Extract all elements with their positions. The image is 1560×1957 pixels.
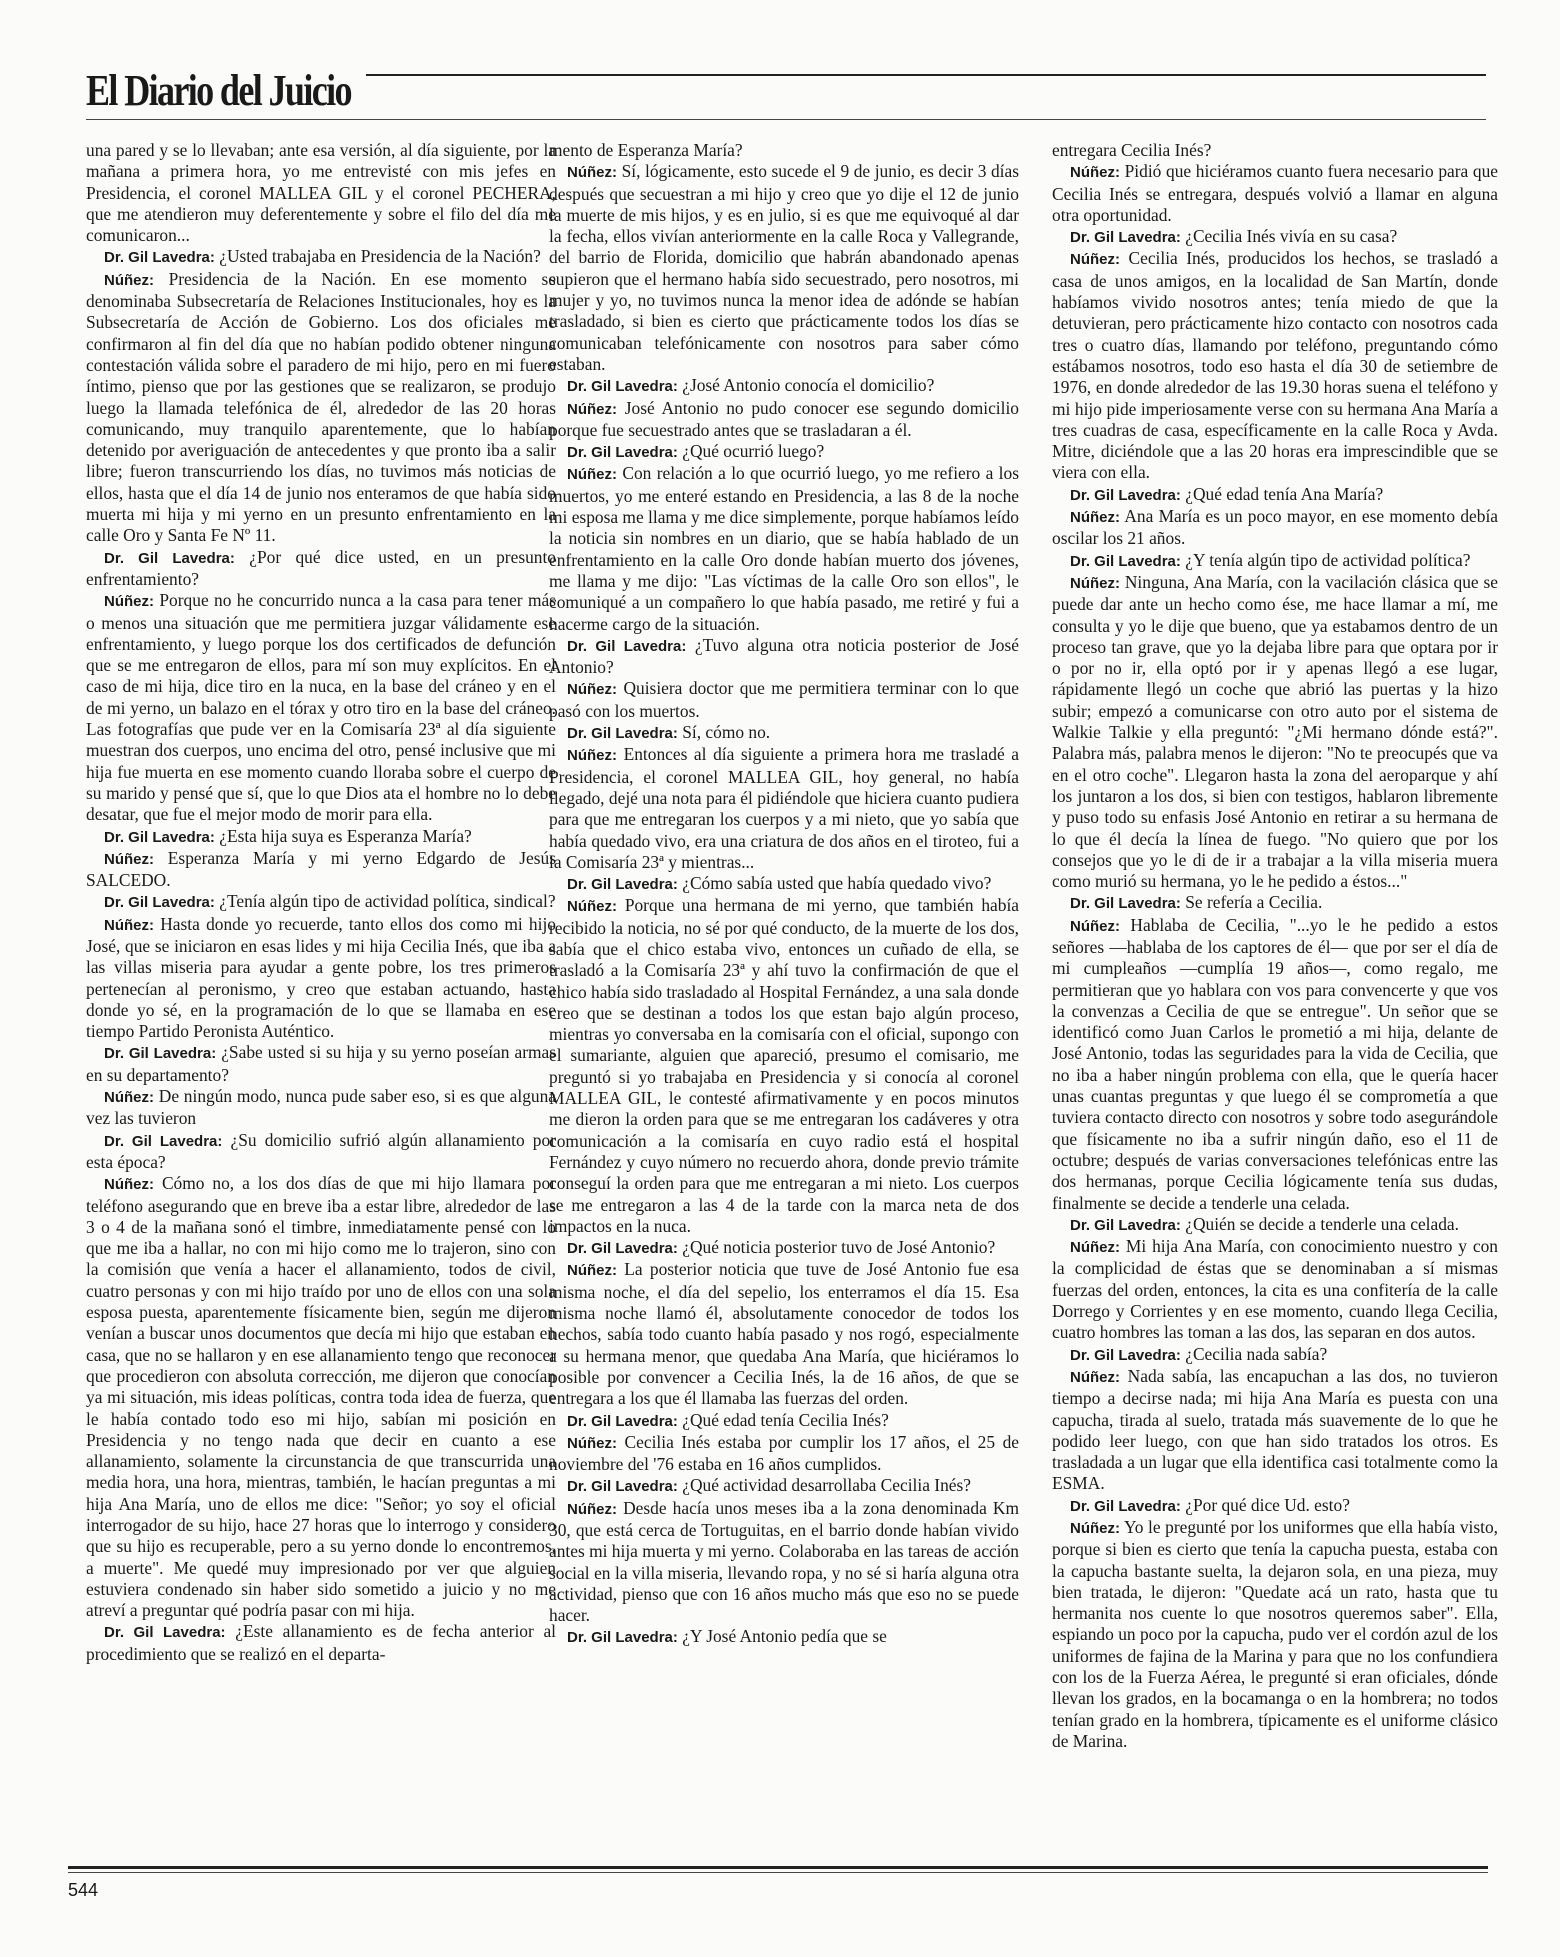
paragraph-text: Porque no he concurrido nunca a la casa para tener más o menos una situación que me permitiera juzgar válidamente ese enfrentamiento, y luego porque los dos certificados de defunción que se me entregaron de ellos, para mí son muy explícitos. En el caso de mi hija, dice tiro en la nuca, en la base del cráneo y en el de mi yerno, un balazo en el tórax y otro tiro en la base del cráneo. Las fotografías que pude ver en la Comisaría 23ª al día siguiente muestran dos cuerpos, uno encima del otro, pensé inclusive que mi hija fue muerta en ese momento cuando lloraba sobre el cuerpo de su marido y pensé que sí, que lo que Dios ata el hombre no lo debe desatar, que fue el mejor modo de morir para ella. [86, 590, 556, 825]
text-column-1 [86, 140, 556, 1830]
speaker-label: Núñez: [567, 164, 617, 182]
paragraph [86, 826, 556, 848]
paragraph-text: Desde hacía unos meses iba a la zona denominada Km 30, que está cerca de Tortuguitas, en el barrio donde habían vivido antes mi hija muerta y mi yerno. Colaboraba en las tareas de acción social en la villa miseria, llevando ropa, y no sé si haría alguna otra actividad, pienso que con 16 años mucho más que eso no se puede hacer. [549, 1497, 1019, 1626]
speaker-label: Dr. Gil Lavedra: [1070, 895, 1181, 913]
paragraph [549, 678, 1019, 722]
paragraph [549, 1259, 1019, 1409]
paragraph [86, 1086, 556, 1130]
paragraph-text: ¿Esta hija suya es Esperanza María? [219, 825, 472, 846]
paragraph-text: Sí, lógicamente, esto sucede el 9 de junio, es decir 3 días después que secuestran a mi hijo y creo que yo dije el 12 de junio la muerte de mis hijos, y es en julio, si es que me equivoqué al dar la fecha, ellos vivían anteriormente en la calle Roca y Vallegrande, del barrio de Florida, domicilio que habrán abandonado apenas supieron que el hermano había sido secuestrado, pero nosotros, mi mujer y yo, no tuvimos nunca la menor idea de adónde se habían trasladado, si bien es cierto que prácticamente todos los días se comunicaban telefónicamente con nosotros para saber cómo estaban. [549, 161, 1019, 374]
speaker-label: Dr. Gil Lavedra: [1070, 229, 1181, 247]
paragraph [86, 269, 556, 547]
paragraph-text: ¿Cecilia Inés vivía en su casa? [1185, 226, 1398, 247]
speaker-label: Dr. Gil Lavedra: [567, 378, 678, 396]
speaker-label: Núñez: [567, 1262, 617, 1280]
paragraph [1052, 1344, 1498, 1366]
paragraph-text: ¿Qué noticia posterior tuvo de José Antonio? [682, 1237, 996, 1258]
paragraph [549, 722, 1019, 744]
paragraph-text: ¿Por qué dice usted, en un presunto enfrentamiento? [86, 546, 556, 589]
paragraph-text: Mi hija Ana María, con conocimiento nuestro y con la complicidad de éstas que se denominaban a sí mismas fuerzas del orden, entonces, la cita es una confitería de la calle Dorrego y Corrientes y en ese momento, cuando llega Cecilia, cuatro hombres las toman a las dos, las separan en dos autos. [1052, 1236, 1498, 1343]
paragraph-text: ¿Sabe usted si su hija y su yerno poseían armas en su departamento? [86, 1042, 556, 1085]
speaker-label: Dr. Gil Lavedra: [567, 444, 678, 462]
paragraph [549, 635, 1019, 679]
speaker-label: Dr. Gil Lavedra: [1070, 486, 1181, 504]
speaker-label: Núñez: [567, 1500, 617, 1518]
paragraph [1052, 1236, 1498, 1343]
paragraph [86, 1130, 556, 1174]
paragraph [1052, 248, 1498, 483]
paragraph [549, 161, 1019, 375]
masthead-base-rule [86, 119, 1486, 120]
paragraph [549, 375, 1019, 397]
paragraph-text: Quisiera doctor que me permitiera terminar con lo que pasó con los muertos. [549, 678, 1019, 721]
paragraph-text: Ana María es un poco mayor, en ese momento debía oscilar los 21 años. [1052, 506, 1498, 549]
speaker-label: Dr. Gil Lavedra: [104, 249, 215, 267]
speaker-label: Dr. Gil Lavedra: [567, 725, 678, 743]
speaker-label: Núñez: [567, 1434, 617, 1452]
paragraph [549, 744, 1019, 873]
speaker-label: Dr. Gil Lavedra: [1070, 1497, 1181, 1515]
paragraph [1052, 226, 1498, 248]
paragraph [86, 1173, 556, 1621]
paragraph [86, 547, 556, 591]
paragraph [549, 140, 1019, 161]
paragraph [86, 590, 556, 825]
paragraph [1052, 550, 1498, 572]
paragraph-text: ¿Cecilia nada sabía? [1185, 1343, 1328, 1364]
paragraph [1052, 1366, 1498, 1495]
paragraph [86, 246, 556, 268]
speaker-label: Núñez: [104, 1089, 154, 1107]
paragraph [549, 873, 1019, 895]
paragraph-text: ¿Por qué dice Ud. esto? [1185, 1494, 1350, 1515]
paragraph [86, 891, 556, 913]
speaker-label: Dr. Gil Lavedra: [1070, 1216, 1181, 1234]
paragraph-text: ¿Qué edad tenía Ana María? [1185, 483, 1384, 504]
speaker-label: Núñez: [567, 898, 617, 916]
paragraph-text: ¿Cómo sabía usted que había quedado vivo? [682, 873, 992, 894]
speaker-label: Dr. Gil Lavedra: [104, 1132, 223, 1150]
paragraph [86, 140, 556, 246]
paragraph [1052, 892, 1498, 914]
footer-rule [68, 1866, 1488, 1869]
speaker-label: Núñez: [1070, 251, 1120, 269]
speaker-label: Dr. Gil Lavedra: [567, 1478, 678, 1496]
paragraph-text: Entonces al día siguiente a primera hora me trasladé a Presidencia, el coronel MALLEA GIL, hoy general, no había llegado, dejé una nota para él pidiéndole que hiciera cuanto pudiera para que me entregaran los cuerpos y a mi nieto, que yo sabía que había quedado vivo, era una criatura de dos años en el tiroteo, fui a la Comisaría 23ª y mientras... [549, 744, 1019, 872]
paragraph [86, 1621, 556, 1665]
paragraph [1052, 1517, 1498, 1752]
paragraph-text: Cecilia Inés, producidos los hechos, se trasladó a casa de unos amigos, en la localidad de San Martín, donde habíamos vivido nosotros antes; tenía miedo de que la detuvieran, pero prácticamente hizo contacto con nosotros cada tres o cuatro días, llamando por teléfono, preguntando cómo estábamos nosotros, todo eso hasta el día 30 de setiembre de 1976, en donde alrededor de las 19.30 horas suena el teléfono y mi hijo pide imperiosamente verse con su hermana Ana María a tres cuadras de casa, específicamente en la calle Roca y Avda. Mitre, diciéndole que a las 20 horas era imprescindible que se viera con ella. [1052, 248, 1498, 483]
masthead [86, 66, 1486, 116]
paragraph [549, 441, 1019, 463]
paragraph [549, 895, 1019, 1237]
paragraph-text: Con relación a lo que ocurrió luego, yo me refiero a los muertos, yo me enteré estando en Presidencia, a las 8 de la noche mi esposa me llama y me dice simplemente, porque habíamos leído la noticia sin nombres en un diario, que se había hablado de un enfrentamiento en la calle Oro donde habían muerto dos jóvenes, me llama y me dijo: "Las víctimas de la calle Oro son ellos", le comuniqué a un compañero lo que había pasado, me retiré y fui a hacerme cargo de la situación. [549, 463, 1019, 634]
paragraph-text: Pidió que hiciéramos cuanto fuera necesario para que Cecilia Inés se entregara, después volvió a llamar en alguna otra oportunidad. [1052, 161, 1498, 225]
text-column-3 [1052, 140, 1498, 1830]
text-column-2 [549, 140, 1019, 1830]
paragraph [549, 463, 1019, 634]
paragraph [1052, 484, 1498, 506]
speaker-label: Núñez: [104, 916, 154, 934]
paragraph [1052, 1495, 1498, 1517]
paragraph-text: ¿Tuvo alguna otra noticia posterior de José Antonio? [549, 634, 1019, 678]
speaker-label: Núñez: [567, 681, 617, 699]
paragraph-text: José Antonio no pudo conocer ese segundo domicilio porque fue secuestrado antes que se trasladaran a él. [549, 397, 1019, 440]
speaker-label: Núñez: [1070, 1368, 1120, 1386]
page-number: 544 [68, 1880, 99, 1900]
speaker-label: Dr. Gil Lavedra: [567, 1412, 678, 1430]
paragraph [1052, 915, 1498, 1214]
paragraph [549, 1475, 1019, 1497]
paragraph [86, 1042, 556, 1086]
paragraph [86, 914, 556, 1043]
speaker-label: Núñez: [104, 593, 154, 611]
speaker-label: Núñez: [104, 271, 154, 289]
paragraph-text: Cómo no, a los dos días de que mi hijo llamara por teléfono asegurando que en breve iba a estar libre, alrededor de las 3 o 4 de la mañana sonó el timbre, inmediatamente pensé con lo que me iba a hallar, no con mi hijo como me lo trajeron, sino con la comisión que venía a hacer el allanamiento, todos de civil, cuatro personas y con mi hijo traído por uno de ellos con una sola esposa puesta, aparentemente físicamente bien, según me dijeron venían a buscar unos documentos que decía mi hijo que estaban en casa, que no se hallaron y en ese allanamiento tengo que reconocer que procedieron con absoluta corrección, me dijeron que conocían ya mi situación, mis ideas políticas, contra toda idea de fuerza, que le había contado todo eso mi hijo, sabían mi posición en Presidencia y no tengo nada que decir en cuanto a ese allanamiento, solamente la circunstancia de que transcurrida una media hora, una hora, mientras, también, le hacían preguntas a mi hija Ana María, uno de ellos me dice: "Señor; yo soy el oficial interrogador de su hijo, hace 27 horas que lo interrogo y considero que su hijo es recuperable, pero a su yerno donde lo encontremos, a muerte". Me quedé muy impresionado por ver que alguien estuviera condenado sin haber sido sometido a juicio y no me atreví a preguntar qué podría pasar con mi hija. [86, 1173, 556, 1621]
speaker-label: Núñez: [1070, 917, 1120, 935]
paragraph-text: ¿José Antonio conocía el domicilio? [682, 375, 935, 396]
paragraph-text: ¿Usted trabajaba en Presidencia de la Nación? [219, 246, 541, 267]
paragraph [549, 1237, 1019, 1259]
paragraph-text: Hablaba de Cecilia, "...yo le he pedido a estos señores —hablaba de los captores de él— que por ser el día de mi cumpleaños —cumplía 19 años—, como regalo, me permitieran que yo hablara con vos para convencerte y que vos la convenzas a Cecilia de que se entregue". Un señor que se identificó como Juan Carlos le prometió a mi hija, delante de José Antonio, todas las seguridades para la vida de Cecilia, que no iba a haber ningún problema con ella, que le quería hacer unas cuantas preguntas y que luego él se comprometía a que tuviera contacto directo con nosotros y sobre todo asegurándole que físicamente no iba a sufrir ningún daño, eso el 11 de octubre; después de varias conversaciones telefónicas entre las dos hermanas, porque Cecilia lógicamente tenía sus dudas, finalmente se decide a tenderle una celada. [1052, 914, 1498, 1213]
speaker-label: Dr. Gil Lavedra: [104, 1045, 217, 1063]
paragraph-text: Presidencia de la Nación. En ese momento se denominaba Subsecretaría de Relaciones Institucionales, hoy es la Subsecretaría de Acción de Gobierno. Los dos oficiales me confirmaron al fin del día que no habían podido obtener ninguna contestación válida sobre el paradero de mi hijo, pero en mi fuero íntimo, pienso que por las gestiones que se realizaron, se produjo luego la llamada telefónica de él, alrededor de las 20 horas comunicando, muy tranquilo aparentemente, que lo habían detenido por averiguación de antecedentes y que pronto iba a salir libre; fueron transcurriendo los días, no tuvimos más noticias de ellos, hasta que el día 14 de junio nos enteramos de que había sido muerta mi hija y mi yerno en un presunto enfrentamiento en la calle Oro y Santa Fe Nº 11. [86, 268, 556, 546]
speaker-label: Núñez: [1070, 164, 1120, 182]
paragraph-text: Cecilia Inés estaba por cumplir los 17 años, el 25 de noviembre del '76 estaba en 16 años cumplidos. [549, 1431, 1019, 1475]
paragraph-text: ¿Qué ocurrió luego? [682, 441, 825, 462]
paragraph-text: ¿Y tenía algún tipo de actividad política? [1185, 549, 1471, 570]
paragraph-text: Nada sabía, las encapuchan a las dos, no tuvieron tiempo a decirse nada; mi hija Ana María es puesta con una capucha, tirada al suelo, tratada más suavemente de lo que he podido leer luego, con que han sido tratados los otros. Es trasladada a un lugar que ella identifica casi totalmente como la ESMA. [1052, 1365, 1498, 1494]
paragraph [549, 1410, 1019, 1432]
paragraph-text: La posterior noticia que tuve de José Antonio fue esa misma noche, el día del sepelio, los enterramos el día 15. Esa misma noche llamó él, absolutamente conocedor de todos los hechos, sabía todo cuanto había pasado y nos rogó, especialmente a su hermana menor, que quedaba Ana María, que hiciéramos lo posible por convencer a Cecilia Inés, la de 16 años, de que se entregara a los que él llamaba las fuerzas del orden. [549, 1259, 1019, 1409]
speaker-label: Dr. Gil Lavedra: [567, 637, 687, 655]
paragraph-text: entregara Cecilia Inés? [1052, 140, 1212, 160]
paragraph-text: ¿Quién se decide a tenderle una celada. [1185, 1213, 1459, 1234]
footer-rule-thin [68, 1872, 1488, 1873]
paragraph-text: ¿Su domicilio sufrió algún allanamiento por esta época? [86, 1129, 556, 1172]
paragraph-text: Porque una hermana de mi yerno, que también había recibido la noticia, no sé por qué conducto, de la muerte de los dos, sabía que el chico estaba vivo, entonces un cuñado de ella, se trasladó a la Comisaría 23ª y ahí tuvo la confirmación de que el chico había sido trasladado al Hospital Fernández, a una sala donde creo que se destinan a todos los que estan bajo algún proceso, mientras yo conversaba en la comisaría con el oficial, supongo con el sumariante, alguien que apareció, presumo el comisario, me preguntó si yo trabajaba en Presidencia y si conocía al coronel MALLEA GIL, le contesté afirmativamente y en pocos minutos me dieron la orden para que se me entregaran los cadáveres y otra comunicación a la comisaría en cuyo radio está el hospital Fernández y cuyo número no recuerdo ahora, donde previo trámite conseguí la orden para que me entregaran a mi nieto. Los cuerpos se me entregaron a las 4 de la tarde con la marca neta de dos impactos en la nuca. [549, 895, 1019, 1236]
paragraph [1052, 572, 1498, 892]
speaker-label: Dr. Gil Lavedra: [104, 828, 215, 846]
speaker-label: Núñez: [1070, 1239, 1120, 1257]
speaker-label: Dr. Gil Lavedra: [567, 1240, 678, 1258]
speaker-label: Núñez: [104, 850, 154, 868]
paragraph-text: ¿Este allanamiento es de fecha anterior al procedimiento que se realizó en el departa- [86, 1621, 556, 1664]
speaker-label: Núñez: [1070, 509, 1120, 527]
masthead-title: El Diario del Juicio [86, 66, 351, 115]
paragraph-text: Esperanza María y mi yerno Edgardo de Jesús SALCEDO. [86, 847, 556, 891]
paragraph [86, 848, 556, 892]
speaker-label: Dr. Gil Lavedra: [104, 549, 235, 567]
paragraph-text: mento de Esperanza María? [549, 140, 743, 160]
speaker-label: Dr. Gil Lavedra: [1070, 552, 1181, 570]
speaker-label: Dr. Gil Lavedra: [1070, 1346, 1181, 1364]
paragraph-text: Ninguna, Ana María, con la vacilación clásica que se puede dar ante un hecho como ése, me hace llamar a mí, me consulta y yo le dije que bueno, que ya estabamos dentro de un proceso tan grave, que yo la dejaba libre para que optara por ir o por no ir, ella optó por ir y apenas llegó a ese lugar, rápidamente llegó un coche que abrió las puertas y la hizo subir; empezó a comunicarse con otro auto por el sistema de Walkie Talkie y ella preguntó: "¿Mi hermano dónde está?". Palabra más, palabra menos le dijeron: "No te preocupés que va en el otro coche". Llegaron hasta la zona del aeroparque y ahí los juntaron a los dos, si bien con testigos, hablaron libremente y puso todo su enfasis José Antonio en retirar a su hermana de lo que él decía la línea de fuego. "No quiero que por los consejos que yo le di de ir a trabajar a la villa miseria muera como murió su hermana, yo le he pedido a éstos..." [1052, 571, 1498, 892]
paragraph-text: ¿Qué edad tenía Cecilia Inés? [682, 1409, 889, 1430]
speaker-label: Núñez: [567, 400, 617, 418]
paragraph-text: Hasta donde yo recuerde, tanto ellos dos como mi hijo José, que se iniciaron en esas lides y mi hija Cecilia Inés, que iba a las villas miseria para ayudar a gente pobre, los tres primeros pertenecían al peronismo, y creo que estaban actuando, hasta donde yo sé, en la programación de lo que se llamaba en ese tiempo Partido Peronista Auténtico. [86, 913, 556, 1042]
paragraph [549, 1498, 1019, 1627]
speaker-label: Núñez: [567, 466, 617, 484]
paragraph-text: Sí, cómo no. [682, 722, 771, 743]
paragraph [549, 1432, 1019, 1476]
paragraph-text: ¿Y José Antonio pedía que se [682, 1626, 887, 1647]
speaker-label: Núñez: [104, 1176, 154, 1194]
speaker-label: Dr. Gil Lavedra: [567, 1629, 678, 1647]
masthead-rule [366, 74, 1486, 76]
speaker-label: Dr. Gil Lavedra: [104, 1624, 226, 1642]
speaker-label: Dr. Gil Lavedra: [104, 894, 215, 912]
paragraph-text: Yo le pregunté por los uniformes que ella había visto, porque si bien es cierto que tenía la capucha puesta, estaba con la capucha bastante suelta, la dejaron sola, en una pieza, muy bien tratada, le dijeron: "Quedate acá un rato, hasta que tu hermanita nos cuente lo que nosotros queremos saber". Ella, espiando un poco por la capucha, pudo ver el cordón azul de los uniformes de fajina de la Marina y para que no los confundiera con los de la Fuerza Aérea, le pregunté si eran oficiales, dónde llevan los grados, en la bocamanga o en la hombrera; no todos tenían grado en la hombrera, típicamente es el uniforme clásico de Marina. [1052, 1517, 1498, 1751]
speaker-label: Núñez: [1070, 1520, 1120, 1537]
paragraph [1052, 140, 1498, 161]
paragraph [549, 1626, 1019, 1648]
paragraph-text: ¿Tenía algún tipo de actividad política, sindical? [219, 891, 556, 912]
paragraph-text: De ningún modo, nunca pude saber eso, si es que alguna vez las tuvieron [86, 1086, 556, 1129]
paragraph-text: una pared y se lo llevaban; ante esa versión, al día siguiente, por la mañana a primera hora, yo me entrevisté con mis jefes en Presidencia, el coronel MALLEA GIL y el coronel PECHERA, que me atendieron muy deferentemente y sobre el filo del día me comunicaron... [86, 140, 556, 246]
paragraph [549, 398, 1019, 442]
paragraph [1052, 506, 1498, 550]
paragraph-text: ¿Qué actividad desarrollaba Cecilia Inés? [682, 1475, 971, 1496]
paragraph [1052, 161, 1498, 226]
paragraph [1052, 1214, 1498, 1236]
speaker-label: Núñez: [567, 747, 617, 765]
speaker-label: Dr. Gil Lavedra: [567, 876, 678, 894]
paragraph-text: Se refería a Cecilia. [1185, 892, 1323, 913]
speaker-label: Núñez: [1070, 574, 1120, 592]
